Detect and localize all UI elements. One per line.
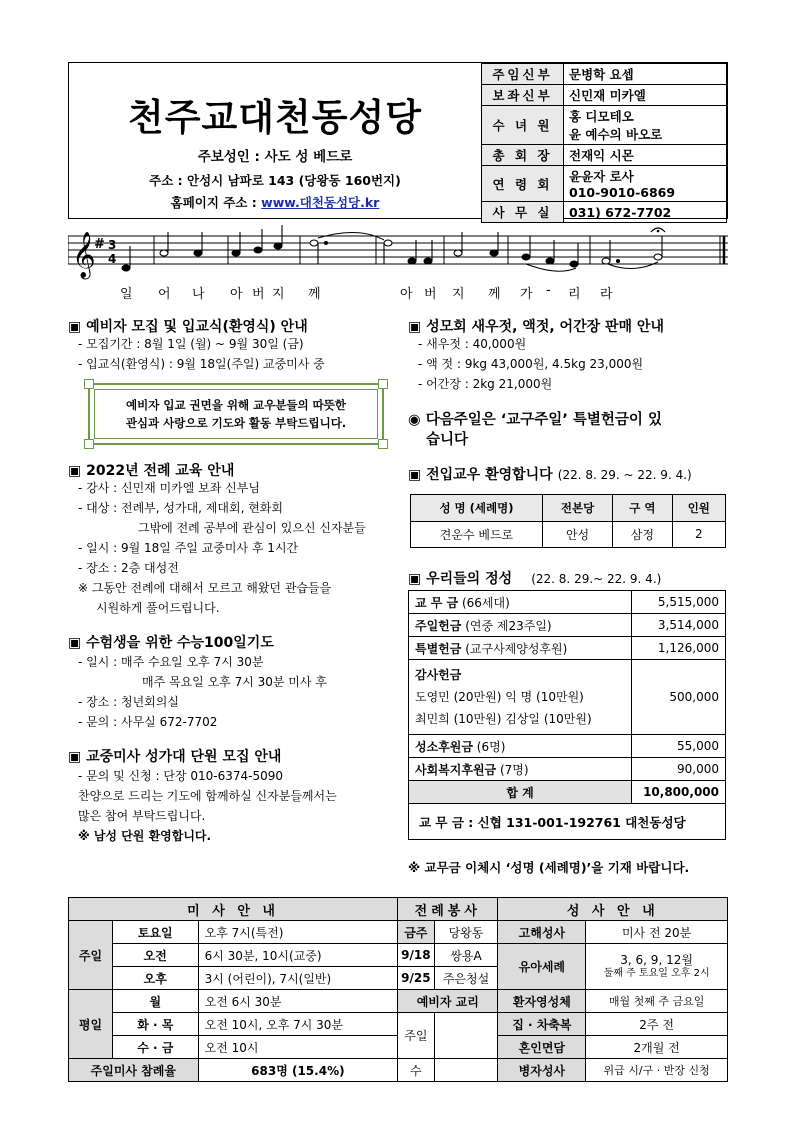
sacrament-header: 성 사 안 내	[498, 898, 728, 921]
total-amount: 10,800,000	[632, 781, 726, 804]
lyric-syllable: 어	[158, 287, 171, 302]
homepage	[69, 193, 481, 211]
sacrament-name: 유아세례	[498, 944, 586, 990]
table-row	[409, 614, 726, 637]
schedule-table	[68, 897, 728, 1082]
sacrament-name: 집 · 차축복	[498, 1013, 586, 1036]
lyric-syllable: 께	[488, 287, 501, 302]
period-text: (22. 8. 29.~ 22. 9. 4.)	[531, 572, 662, 586]
offering-label	[409, 591, 632, 614]
column-header: 인원	[672, 495, 725, 522]
sacrament-info: 미사 전 20분	[586, 921, 728, 944]
staff-role: 총 회 장	[482, 145, 564, 166]
lyric-syllable: 라	[600, 287, 613, 302]
sacrament-name: 병자성사	[498, 1059, 586, 1082]
staff-role: 수 녀 원	[482, 106, 564, 145]
section-title-offering: ▣ 우리들의 정성	[408, 571, 513, 587]
svg-text:3: 3	[108, 238, 117, 252]
sacrament-info-line: 3, 6, 9, 12월	[620, 952, 693, 967]
staff-name	[564, 166, 727, 202]
catechism-header: 예비자 교리	[398, 990, 498, 1013]
notice-box-text	[94, 389, 378, 439]
mass-time: 3시 (어린이), 7시(일반)	[198, 967, 398, 990]
text-line: 찬양으로 드리는 기도에 함께하실 신자분들께서는	[78, 789, 337, 803]
notice-line: 관심과 사랑으로 기도와 활동 부탁드립니다.	[125, 416, 347, 430]
sacrament-info: 위급 시/구 · 반장 신청	[586, 1059, 728, 1082]
mass-day: 오후	[112, 967, 198, 990]
title-block	[69, 63, 481, 218]
mass-time: 오전 10시	[198, 1036, 398, 1059]
offering-amount: 55,000	[632, 735, 726, 758]
thanks-offering	[409, 660, 632, 735]
offering-detail: (7명)	[499, 762, 529, 777]
staff-role: 연 령 회	[482, 166, 564, 202]
account-row	[409, 804, 726, 840]
staff-row	[482, 85, 727, 106]
offering-name: 사회복지후원금	[415, 762, 497, 777]
sacrament-info: 2주 전	[586, 1013, 728, 1036]
mass-day: 수 · 금	[112, 1036, 198, 1059]
homepage-link[interactable]: www.대천동성당.kr	[261, 195, 380, 210]
text-line: ※ 남성 단원 환영합니다.	[78, 829, 212, 843]
catechism-time	[434, 1059, 498, 1082]
sacrament-info	[586, 944, 728, 990]
notice-box	[88, 383, 384, 445]
section-title-exam-prayer: ▣ 수험생을 위한 수능100일기도	[68, 635, 274, 651]
mass-header: 미 사 안 내	[69, 898, 398, 921]
offering-name: 주일헌금	[415, 618, 462, 633]
text-line: - 일시 : 9월 18일 주일 교중미사 후 1시간	[78, 541, 299, 555]
service-group: 주은청설	[434, 967, 498, 990]
attendance-label: 주일미사 참례율	[69, 1059, 199, 1082]
staff-name-line: 윤 예수의 바오로	[569, 127, 663, 142]
staff-name: 신민재 미카엘	[564, 85, 727, 106]
patron-saint: 주보성인 : 사도 성 베드로	[197, 149, 353, 165]
offering-name: 감사헌금	[415, 668, 462, 682]
period-text: (22. 8. 29. ~ 22. 9. 4.)	[557, 468, 692, 482]
staff-phone: 010-9010-6869	[569, 185, 676, 200]
table-cell: 2	[672, 521, 725, 548]
offering-name: 교 무 금	[415, 595, 459, 610]
lyric-syllable: 께	[308, 287, 321, 302]
text-line: - 어간장 : 2kg 21,000원	[418, 377, 553, 391]
special-offering-notice: ◉ 다음주일은 ‘교구주일’ 특별헌금이 있	[408, 412, 662, 428]
staff-row	[482, 202, 727, 223]
staff-name	[564, 106, 727, 145]
sacrament-name: 고해성사	[498, 921, 586, 944]
offering-label	[409, 758, 632, 781]
sacrament-info: 매월 첫째 주 금요일	[586, 990, 728, 1013]
mass-day: 월	[112, 990, 198, 1013]
homepage-label: 홈페이지 주소 :	[170, 195, 262, 210]
text-line: - 새우젓 : 40,000원	[418, 337, 527, 351]
text-line: 시원하게 풀어드립니다.	[96, 601, 220, 615]
catechism-time	[434, 1013, 498, 1059]
lyric-syllable: 가	[520, 287, 533, 302]
text-line: ※ 그동안 전례에 대해서 모르고 해왔던 관습들을	[78, 581, 332, 595]
section-title-catechumen: ▣ 예비자 모집 및 입교식(환영식) 안내	[68, 319, 308, 335]
lyric-syllable: 아	[400, 287, 413, 302]
staff-role: 주임신부	[482, 64, 564, 85]
account-info: 교 무 금 : 신협 131-001-192761 대천동성당	[409, 804, 726, 840]
offering-amount: 90,000	[632, 758, 726, 781]
lyric-syllable: -	[546, 283, 551, 298]
offering-detail: (66세대)	[461, 595, 510, 610]
offering-label	[409, 735, 632, 758]
offering-amount: 5,515,000	[632, 591, 726, 614]
sunday-label: 주일	[69, 921, 113, 990]
text-line: - 문의 및 신청 : 단장 010-6374-5090	[78, 769, 284, 783]
table-row	[409, 758, 726, 781]
section-title-liturgy: ▣ 2022년 전례 교육 안내	[68, 463, 235, 479]
church-title: 천주교대천동성당	[128, 96, 422, 139]
lyric-syllable: 일	[120, 287, 133, 302]
text-line: - 입교식(환영식) : 9월 18일(주일) 교중미사 중	[78, 357, 325, 371]
service-date: 9/25	[398, 967, 434, 990]
svg-text:#: #	[94, 237, 105, 252]
service-date: 9/18	[398, 944, 434, 967]
lyric-syllable: 지	[272, 287, 285, 302]
mass-time: 오후 7시(특전)	[198, 921, 398, 944]
offering-name: 특별헌금	[415, 641, 462, 656]
staff-row	[482, 106, 727, 145]
offering-name: 성소후원금	[415, 739, 473, 754]
staff-role: 사 무 실	[482, 202, 564, 223]
offering-section-title	[408, 568, 661, 588]
offering-amount: 500,000	[632, 660, 726, 735]
offering-amount: 3,514,000	[632, 614, 726, 637]
lyric-syllable: 버	[424, 287, 437, 302]
table-row	[409, 637, 726, 660]
header-box	[68, 62, 728, 219]
svg-text:4: 4	[108, 252, 117, 266]
catechism-day: 수	[398, 1059, 434, 1082]
lyric-syllable: 리	[568, 287, 581, 302]
music-staff	[68, 224, 728, 284]
offering-amount: 1,126,000	[632, 637, 726, 660]
table-row	[411, 521, 726, 548]
donor-line: 최민희 (10만원) 김상일 (10만원)	[415, 712, 592, 726]
lyrics	[68, 283, 728, 301]
donor-line: 도영민 (20만원) 익 명 (10만원)	[415, 690, 584, 704]
staff-row	[482, 145, 727, 166]
table-row	[409, 735, 726, 758]
lyric-syllable: 버	[252, 287, 265, 302]
church-address: 주소 : 안성시 남파로 143 (당왕동 160번지)	[149, 173, 401, 188]
attendance-value: 683명 (15.4%)	[198, 1059, 398, 1082]
sacrament-name: 환자영성체	[498, 990, 586, 1013]
staff-row	[482, 64, 727, 85]
sacrament-info: 2개월 전	[586, 1036, 728, 1059]
table-cell: 견운수 베드로	[411, 521, 543, 548]
text-line: - 장소 : 2층 대성전	[78, 561, 179, 575]
column-header: 구 역	[613, 495, 672, 522]
text-line: - 강사 : 신민재 미카엘 보좌 신부님	[78, 481, 260, 495]
table-row	[409, 660, 726, 735]
text-line: - 대상 : 전례부, 성가대, 제대회, 현화회	[78, 501, 283, 515]
text-line: 매주 목요일 오후 7시 30분 미사 후	[142, 675, 327, 689]
service-group: 쌍용A	[434, 944, 498, 967]
sacrament-info-line: 둘째 주 토요일 오후 2시	[603, 967, 710, 979]
table-header-row	[411, 495, 726, 522]
treble-clef-icon: 𝄞	[72, 232, 96, 278]
offering-label	[409, 614, 632, 637]
notice-line: 예비자 입교 권면을 위해 교우분들의 따뜻한	[126, 398, 346, 412]
staff-name: 전재익 시몬	[564, 145, 727, 166]
transfer-note: ※ 교무금 이체시 ‘성명 (세례명)’을 기재 바랍니다.	[408, 860, 690, 875]
text-line: 많은 참여 부탁드립니다.	[78, 809, 206, 823]
offering-label	[409, 637, 632, 660]
mass-day: 오전	[112, 944, 198, 967]
text-line: - 문의 : 사무실 672-7702	[78, 715, 218, 729]
offering-detail: (6명)	[476, 739, 506, 754]
text-line: - 장소 : 청년회의실	[78, 695, 179, 709]
mass-time: 6시 30분, 10시(교중)	[198, 944, 398, 967]
text-line: - 모집기간 : 8월 1일 (월) ~ 9월 30일 (금)	[78, 337, 304, 351]
section-title-choir: ▣ 교중미사 성가대 단원 모집 안내	[68, 749, 282, 765]
weekday-label: 평일	[69, 990, 113, 1059]
staff-role: 보좌신부	[482, 85, 564, 106]
offering-table	[408, 590, 726, 840]
staff-name-line: 홍 디모테오	[569, 109, 634, 124]
table-cell: 삼정	[613, 521, 672, 548]
lyric-syllable: 지	[452, 287, 465, 302]
total-label: 합 계	[409, 781, 632, 804]
total-row	[409, 781, 726, 804]
service-header: 전례봉사	[398, 898, 498, 921]
lyric-syllable: 나	[192, 287, 205, 302]
staff-name-line: 윤윤자 로사	[569, 169, 634, 184]
lyric-syllable: 아	[230, 287, 243, 302]
table-row	[409, 591, 726, 614]
column-header: 성 명 (세례명)	[411, 495, 543, 522]
text-line: - 일시 : 매주 수요일 오후 7시 30분	[78, 655, 264, 669]
mass-time: 오전 10시, 오후 7시 30분	[198, 1013, 398, 1036]
section-title-transfer: ▣ 전입교우 환영합니다	[408, 467, 553, 483]
service-group: 당왕동	[434, 921, 498, 944]
offering-detail: (교구사제양성후원)	[465, 641, 568, 656]
mass-day: 토요일	[112, 921, 198, 944]
text-line: - 액 젓 : 9kg 43,000원, 4.5kg 23,000원	[418, 357, 644, 371]
table-cell: 안성	[542, 521, 612, 548]
section-title-sale: ▣ 성모회 새우젓, 액젓, 어간장 판매 안내	[408, 319, 664, 335]
mass-day: 화 · 목	[112, 1013, 198, 1036]
special-offering-notice-cont: 습니다	[426, 432, 469, 448]
transfer-section-title	[408, 464, 692, 484]
staff-name: 031) 672-7702	[564, 202, 727, 223]
music-score	[68, 224, 728, 304]
offering-detail: (연중 제23주일)	[465, 618, 552, 633]
sacrament-name: 혼인면담	[498, 1036, 586, 1059]
service-date: 금주	[398, 921, 434, 944]
column-header: 전본당	[542, 495, 612, 522]
text-line: 그밖에 전례 공부에 관심이 있으신 신자분들	[138, 521, 366, 535]
staff-row	[482, 166, 727, 202]
staff-table	[481, 63, 727, 223]
catechism-day: 주일	[398, 1013, 434, 1059]
mass-time: 오전 6시 30분	[198, 990, 398, 1013]
staff-name: 문병학 요셉	[564, 64, 727, 85]
transfer-table	[410, 494, 726, 548]
